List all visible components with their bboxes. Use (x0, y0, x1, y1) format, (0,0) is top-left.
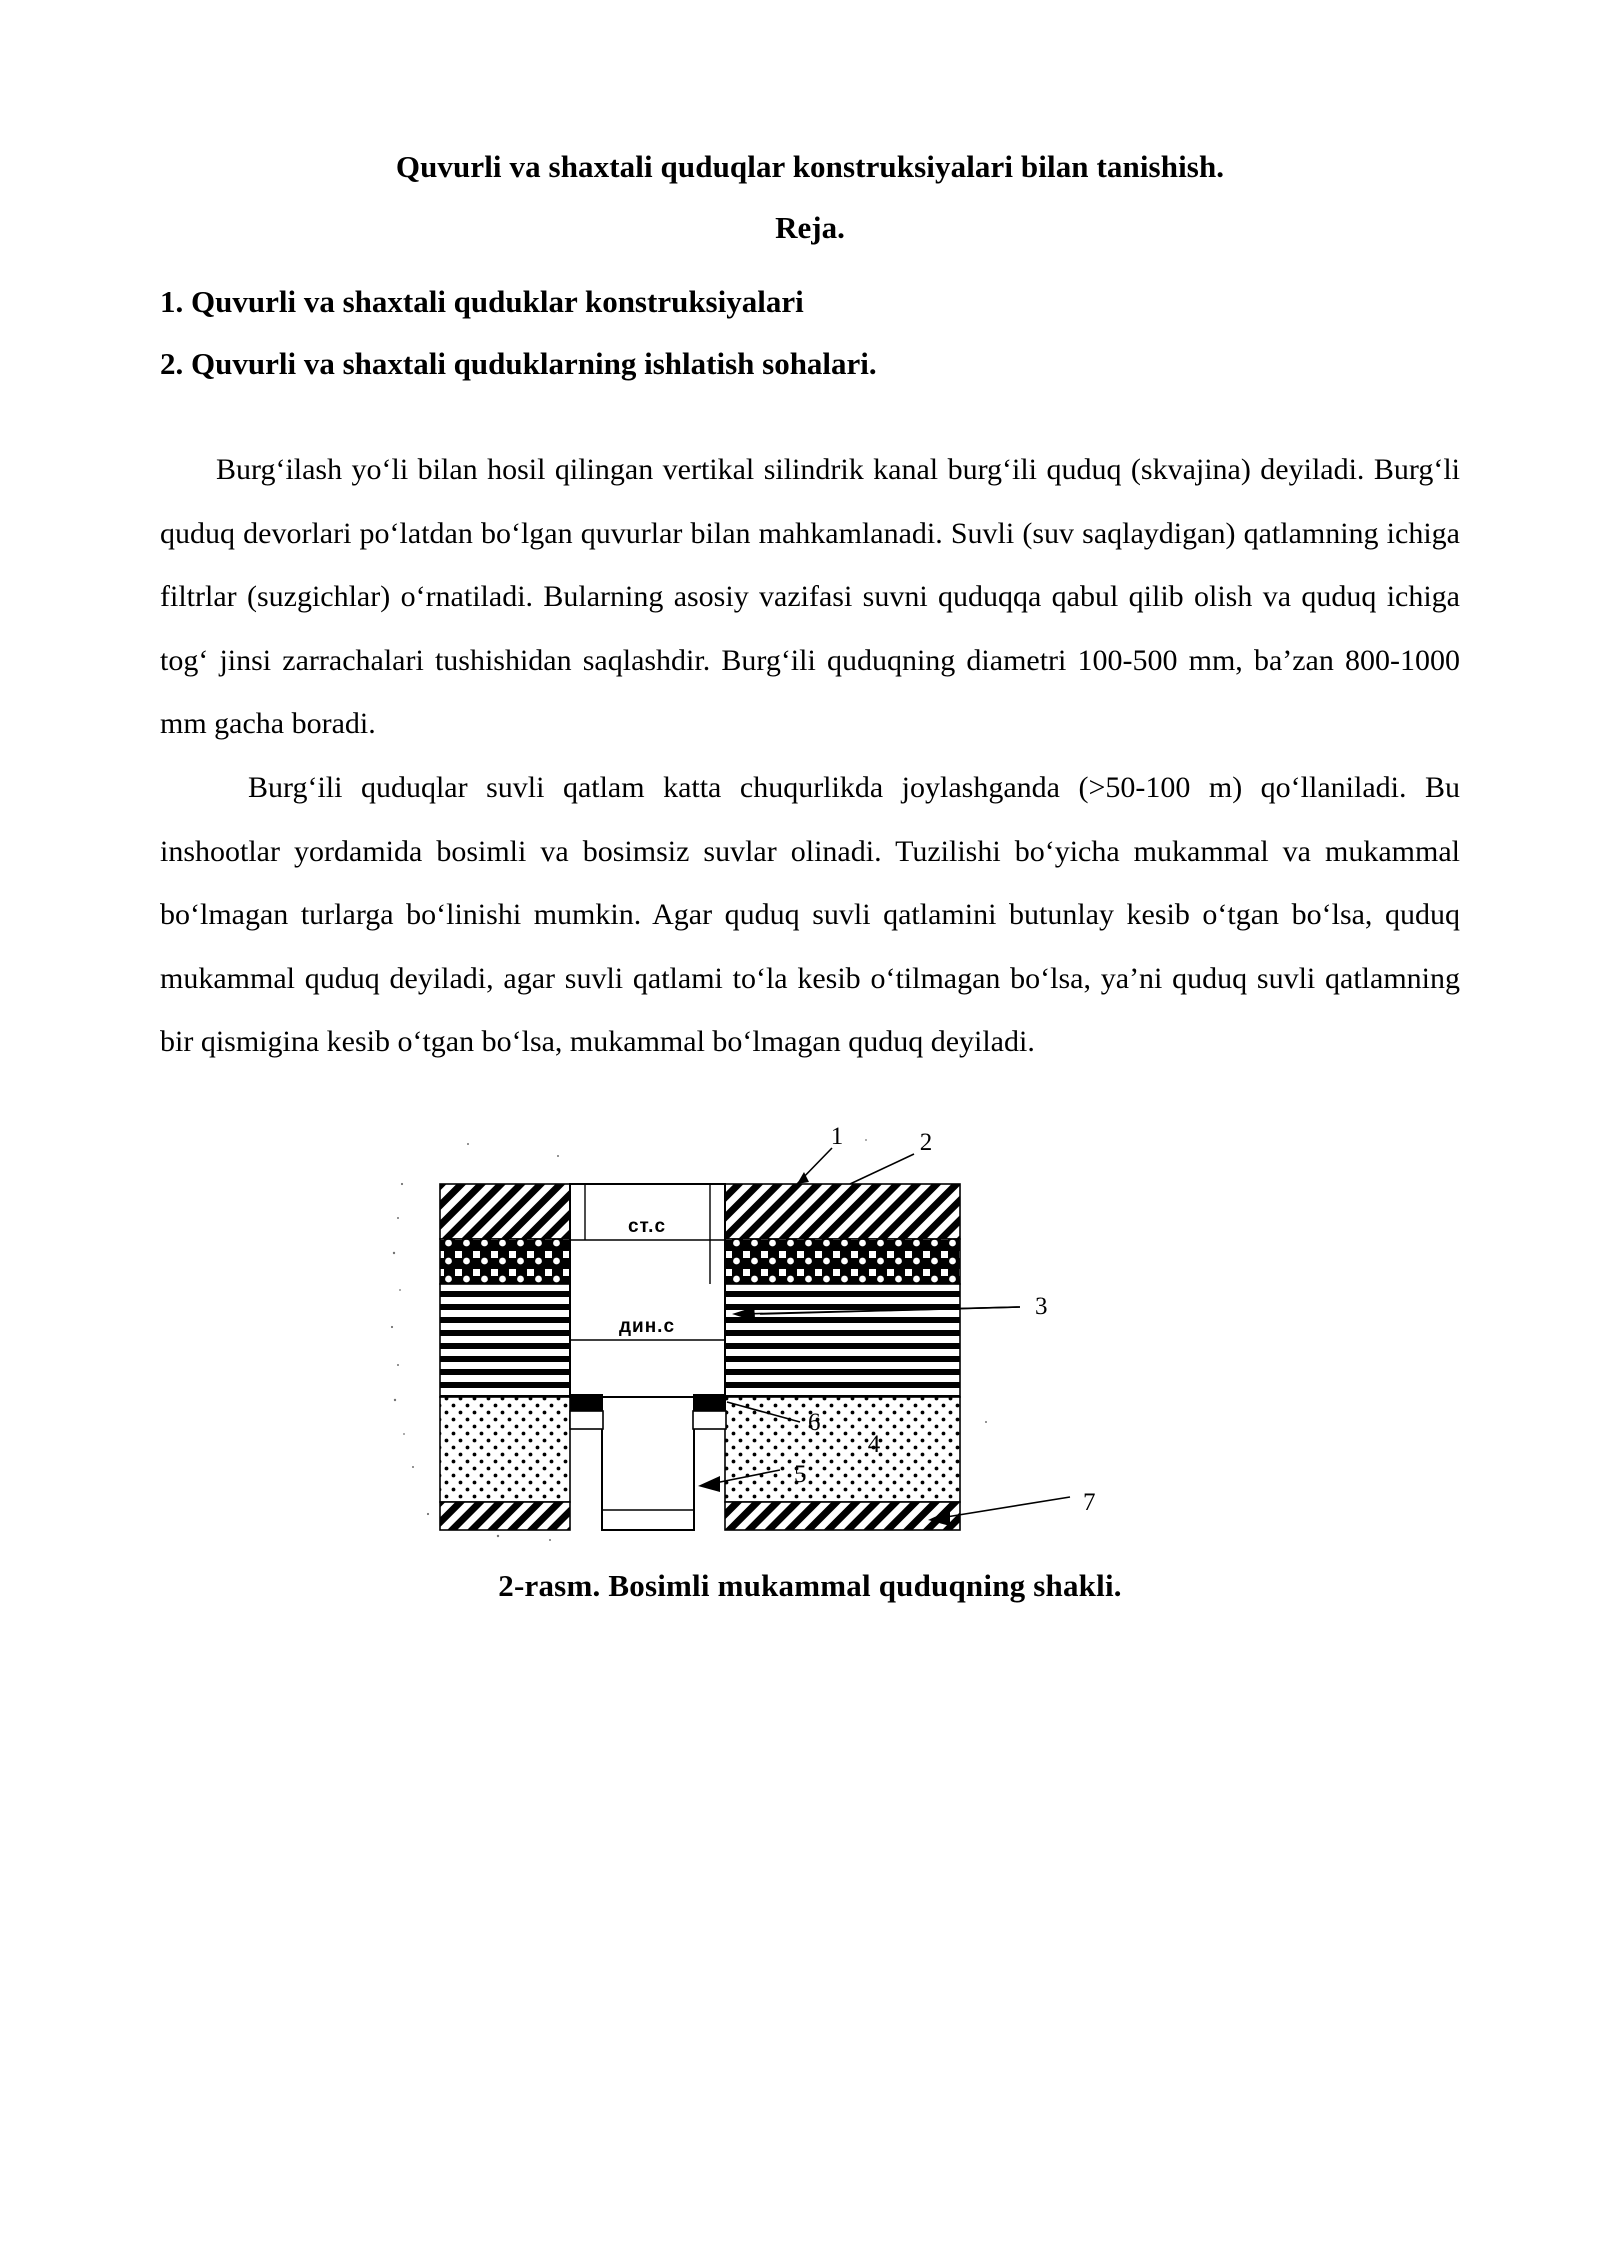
callout-7: 7 (1083, 1489, 1096, 1517)
plan-list (160, 282, 1460, 385)
callout-1: 1 (830, 1123, 844, 1151)
well-cross-section-diagram (380, 1122, 1180, 1542)
dynamic-level-label: дин.с (618, 1316, 676, 1338)
callout-6: 6 (808, 1409, 821, 1437)
well-diagram-svg (380, 1122, 1180, 1542)
page-content (160, 0, 1460, 1604)
body-paragraph-2: Burg‘ili quduqlar suvli qatlam katta chuqurlikda joylashganda (>50-100 m) qo‘llaniladi. Bu inshootlar yordamida bosimli va bosimsiz suvlar olinadi. Tuzilishi bo‘yicha mukammal va mukammal bo‘lmagan turlarga bo‘linishi mumkin. Agar quduq suvli qatlamini butunlay kesib o‘tgan bo‘lsa, quduq mukammal quduq deyiladi, agar suvli qatlami to‘la kesib o‘tilmagan bo‘lsa, ya’ni quduq suvli qatlamning bir qismigina kesib o‘tgan bo‘lsa, mukammal bo‘lmagan quduq deyiladi. (160, 771, 1460, 1059)
static-level-label: ст.с (627, 1216, 667, 1238)
plan-heading: Reja. (775, 209, 845, 245)
plan-list-item-1: 1. Quvurli va shaxtali quduklar konstruksiyalari (160, 283, 804, 319)
callout-5: 5 (794, 1461, 807, 1489)
body-paragraph-1: Burg‘ilash yo‘li bilan hosil qilingan vertikal silindrik kanal burg‘ili quduq (skvajina) deyiladi. Burg‘li quduq devorlari po‘latdan bo‘lgan quvurlar bilan mahkamlanadi. Suvli (suv saqlaydigan) qatlamning ichiga filtrlar (suzgichlar) o‘rnatiladi. Bularning asosiy vazifasi suvni quduqqa qabul qilib olish va quduq ichiga tog‘ jinsi zarrachalari tushishidan saqlashdir. Burg‘ili quduqning diametri 100-500 mm, ba’zan 800-1000 mm gacha boradi. (160, 453, 1460, 741)
plan-list-item-2: 2. Quvurli va shaxtali quduklarning ishlatish sohalari. (160, 345, 877, 381)
callout-3: 3 (1035, 1293, 1048, 1321)
callout-2: 2 (919, 1129, 933, 1157)
callout-4: 4 (867, 1431, 881, 1459)
page-title: Quvurli va shaxtali quduqlar konstruksiyalari bilan tanishish. (395, 149, 1225, 184)
figure-caption: 2-rasm. Bosimli mukammal quduqning shakli. (498, 1568, 1122, 1604)
figure-block (160, 1122, 1460, 1604)
